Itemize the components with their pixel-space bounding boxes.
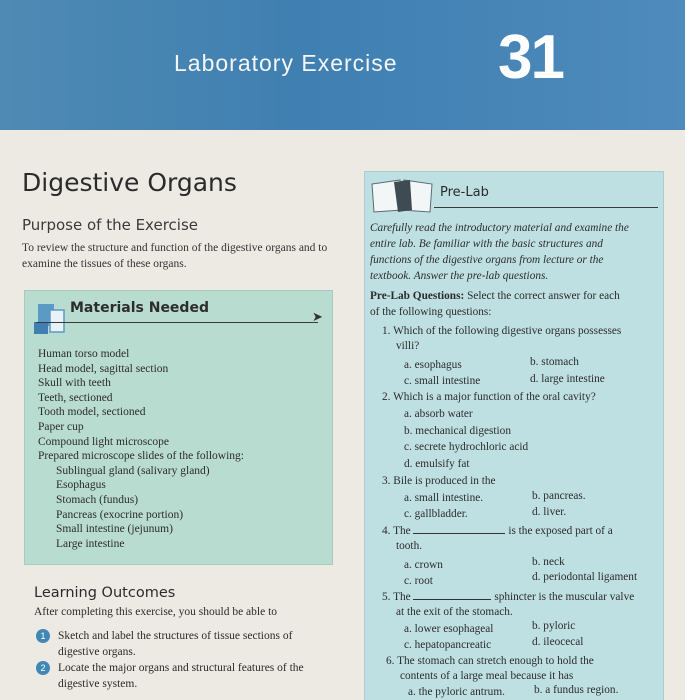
prelab-heading: Pre-Lab: [440, 185, 489, 200]
answer-option: a. esophagus: [404, 359, 462, 371]
list-item: Prepared microscope slides of the following:: [38, 450, 244, 463]
list-item: Skull with teeth: [38, 377, 111, 390]
answer-option: a. lower esophageal: [404, 623, 494, 635]
list-item: Tooth model, sectioned: [38, 406, 146, 419]
list-item: Compound light microscope: [38, 435, 169, 448]
page-title: Digestive Organs: [22, 168, 237, 197]
question-2: 2. Which is a major function of the oral cavity?: [382, 391, 596, 403]
chapter-header-band: [0, 0, 685, 130]
list-item: Large intestine: [56, 537, 125, 550]
answer-option: d. liver.: [532, 506, 567, 518]
answer-option: b. stomach: [530, 356, 579, 368]
prelab-questions-label: Pre-Lab Questions:: [370, 290, 465, 302]
prelab-questions-intro: [370, 288, 652, 320]
cursor-arrow-icon: ➤: [312, 309, 323, 324]
answer-option: a. crown: [404, 559, 443, 571]
text-line: functions of the digestive organs from lecture or the: [370, 254, 604, 266]
outcome-text: Sketch and label the structures of tissue sections of: [58, 630, 293, 642]
answer-option: a. absorb water: [404, 408, 473, 420]
purpose-text: To review the structure and function of the digestive organs and to examine the tissues of these organs.: [22, 242, 328, 270]
prelab-instructions: [370, 220, 652, 284]
question-text: 6. The stomach can stretch enough to hold the: [386, 655, 594, 667]
question-text: sphincter is the muscular valve: [494, 591, 635, 603]
list-item: Paper cup: [38, 420, 84, 433]
list-item: Pancreas (exocrine portion): [56, 508, 184, 521]
fill-in-blank: [413, 524, 505, 534]
outcome-number-badge: 2: [36, 661, 50, 675]
learning-outcomes-intro: After completing this exercise, you should be able to: [34, 606, 278, 618]
materials-divider: [36, 322, 318, 323]
text-line: Carefully read the introductory material and examine the: [370, 222, 629, 234]
learning-outcomes-heading: Learning Outcomes: [34, 585, 176, 601]
question-3: 3. Bile is produced in the: [382, 475, 496, 487]
question-text: 4. The: [382, 525, 411, 537]
question-4: [382, 524, 613, 554]
text-line: Select the correct answer for each: [467, 290, 620, 302]
outcome-text: Locate the major organs and structural features of the: [58, 662, 304, 674]
list-item: Stomach (fundus): [56, 493, 139, 506]
outcome-number-badge: 1: [36, 629, 50, 643]
exercise-number: 31: [498, 23, 563, 92]
question-1: [382, 324, 621, 354]
answer-option: d. large intestine: [530, 373, 605, 385]
list-item: Small intestine (jejunum): [56, 523, 173, 536]
list-item: Head model, sagittal section: [38, 362, 169, 375]
answer-option: b. pyloric: [532, 620, 576, 632]
list-item: Human torso model: [38, 348, 130, 360]
materials-list: [38, 347, 328, 551]
text-line: textbook. Answer the pre-lab questions.: [370, 270, 549, 282]
fill-in-blank: [413, 590, 491, 600]
question-text: is the exposed part of a: [508, 525, 613, 537]
text-line: entire lab. Be familiar with the basic structures and: [370, 238, 603, 250]
outcome-text: digestive organs.: [58, 646, 136, 658]
answer-option: b. mechanical digestion: [404, 425, 511, 437]
answer-option: b. neck: [532, 556, 565, 568]
list-item: Sublingual gland (salivary gland): [56, 464, 210, 477]
answer-option: d. ileocecal: [532, 636, 584, 648]
answer-option: b. a fundus region.: [534, 684, 619, 696]
outcome-item: [36, 660, 336, 692]
answer-option: b. pancreas.: [532, 490, 586, 502]
question-text: 5. The: [382, 591, 411, 603]
exercise-label: Laboratory Exercise: [174, 50, 398, 76]
question-text: tooth.: [396, 540, 423, 552]
question-text: contents of a large meal because it has: [400, 670, 574, 682]
answer-option: c. gallbladder.: [404, 508, 468, 520]
answer-option: d. emulsify fat: [404, 458, 470, 470]
purpose-heading: Purpose of the Exercise: [22, 216, 198, 234]
outcome-item: [36, 628, 336, 660]
list-item: Esophagus: [56, 479, 106, 492]
answer-option: a. the pyloric antrum.: [408, 686, 505, 698]
answer-option: c. small intestine: [404, 375, 481, 387]
text-line: of the following questions:: [370, 306, 492, 318]
prelab-divider: [434, 207, 658, 208]
question-text: at the exit of the stomach.: [396, 606, 513, 618]
list-item: Teeth, sectioned: [38, 391, 113, 404]
answer-option: c. secrete hydrochloric acid: [404, 441, 529, 453]
materials-heading: Materials Needed: [70, 300, 209, 316]
question-text: villi?: [396, 340, 420, 352]
open-book-icon: [368, 176, 438, 214]
outcome-text: digestive system.: [58, 678, 138, 690]
answer-option: a. small intestine.: [404, 492, 484, 504]
answer-option: d. periodontal ligament: [532, 571, 638, 583]
question-text: 1. Which of the following digestive organs possesses: [382, 325, 622, 337]
question-6: [386, 654, 594, 684]
answer-option: c. root: [404, 575, 433, 587]
lab-equipment-icon: [32, 298, 72, 338]
answer-option: c. hepatopancreatic: [404, 639, 492, 651]
question-5: [382, 590, 634, 620]
